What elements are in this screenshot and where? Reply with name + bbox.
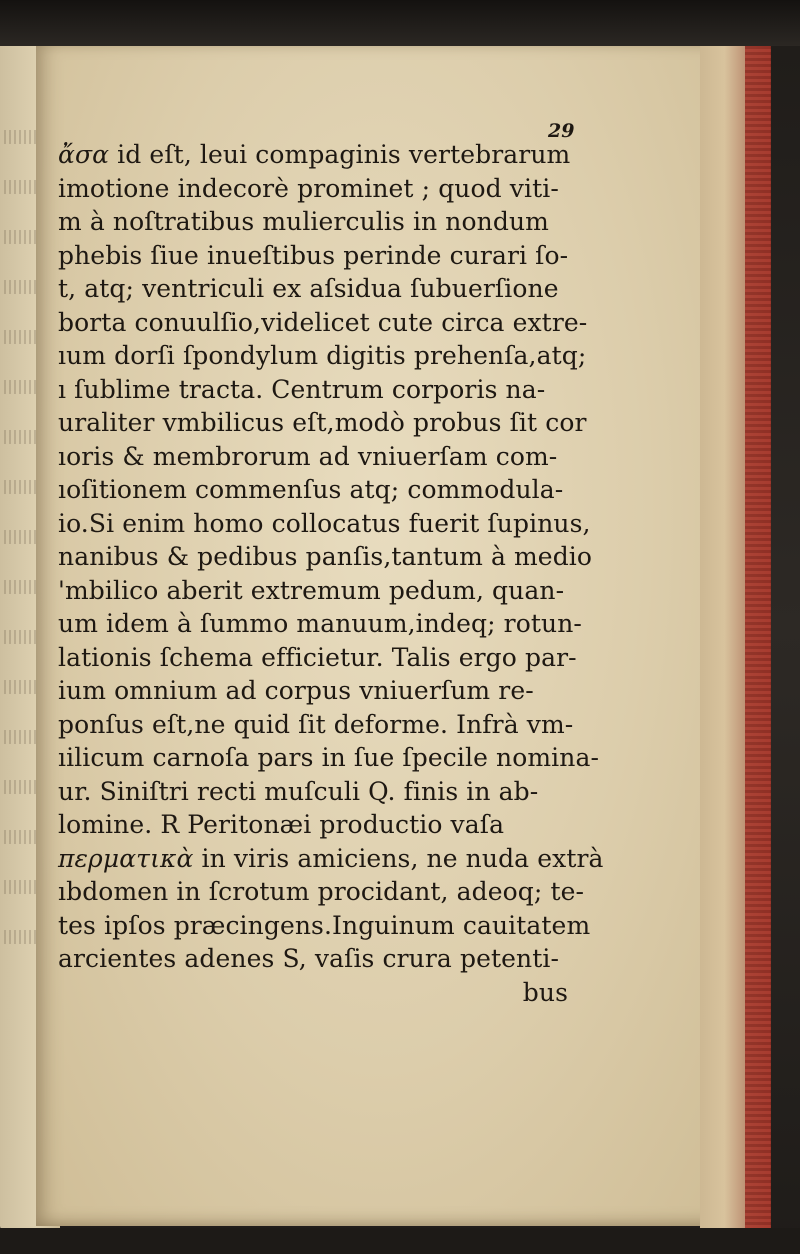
- line-text: id eſt, leui compaginis vertebrarum: [109, 140, 571, 169]
- line-text: ıum dorſi ſpondylum digitis prehenſa,atq;: [58, 341, 587, 370]
- text-line: [58, 138, 578, 172]
- line-text: ıilicum carnoſa pars in ſue ſpecile nomina-: [58, 743, 600, 772]
- line-text: t, atq; ventriculi ex aſsidua ſubuerſione: [58, 274, 559, 303]
- catchword: bus: [522, 977, 568, 1007]
- line-text: ium omnium ad corpus vniuerſum re-: [58, 676, 534, 705]
- body-text: [58, 118, 604, 1009]
- line-text: imotione indecorè prominet ; quod viti-: [58, 173, 559, 203]
- text-line: [58, 674, 578, 708]
- line-text: ponſus eſt,ne quid ſit deforme. Infrà vm-: [58, 709, 574, 739]
- top-cover-edge: [0, 0, 800, 46]
- line-text: ıoris & membrorum ad vniuerſam com-: [58, 441, 558, 471]
- page-number: 29: [548, 120, 575, 142]
- text-line: [58, 272, 578, 306]
- red-gilt-edge: [745, 30, 771, 1240]
- line-text: io.Si enim homo collocatus fuerit ſupinus,: [58, 508, 591, 538]
- text-line: [58, 708, 578, 742]
- text-line: [58, 909, 591, 943]
- line-text: phebis ſiue inueſtibus perinde curari ſo-: [58, 240, 569, 270]
- text-line: [58, 607, 582, 641]
- text-line: [58, 339, 587, 373]
- line-text: nanibus & pedibus panſis,tantum à medio: [58, 542, 593, 571]
- line-text: ıbdomen in ſcrotum procidant, adeoq; te-: [58, 877, 585, 906]
- line-text: ı ſublime tracta. Centrum corporis na-: [58, 374, 546, 404]
- text-line: [58, 406, 587, 440]
- text-line: [58, 172, 578, 206]
- text-line: [58, 942, 578, 976]
- line-text: lationis ſchema efficietur. Talis ergo par-: [58, 642, 577, 672]
- line-text: uraliter vmbilicus eſt,modò probus ſit cor: [58, 408, 587, 437]
- text-line: [58, 808, 578, 842]
- line-text: 'mbilico aberit extremum pedum, quan-: [58, 575, 565, 605]
- text-line: [58, 875, 585, 909]
- line-text: ıoſitionem commenſus atq; commodula-: [58, 475, 564, 504]
- text-line: [58, 373, 578, 407]
- text-line: [58, 641, 578, 675]
- text-line: [58, 574, 578, 608]
- text-line: [58, 540, 593, 574]
- text-line: [58, 775, 578, 809]
- text-line: [58, 205, 578, 239]
- line-text: ur. Siniſtri recti muſculi Q. finis in ab-: [58, 776, 539, 806]
- line-text: tes ipſos præcingens.Inguinum cauitatem: [58, 910, 591, 940]
- line-text: borta conuulſio,videlicet cute circa extre-: [58, 307, 588, 337]
- text-line: [58, 306, 588, 340]
- text-line: [58, 741, 600, 775]
- line-text: in viris amiciens, ne nuda extrà: [193, 843, 604, 873]
- line-text: um idem à ſummo manuum,indeq; rotun-: [58, 609, 582, 638]
- bottom-cover-edge: [0, 1228, 800, 1254]
- greek-word: ἄσα: [58, 140, 110, 169]
- greek-word: περματικὰ: [58, 843, 194, 873]
- line-text: m à noſtratibus mulierculis in nondum: [58, 207, 549, 236]
- text-line: [58, 842, 604, 876]
- line-text: lomine. R Peritonæi productio vaſa: [58, 810, 505, 839]
- text-line: [58, 473, 578, 507]
- text-line: [58, 507, 591, 541]
- line-text: arcientes adenes S, vaſis crura petenti-: [58, 944, 560, 973]
- text-line: [58, 239, 578, 273]
- text-line: [58, 440, 578, 474]
